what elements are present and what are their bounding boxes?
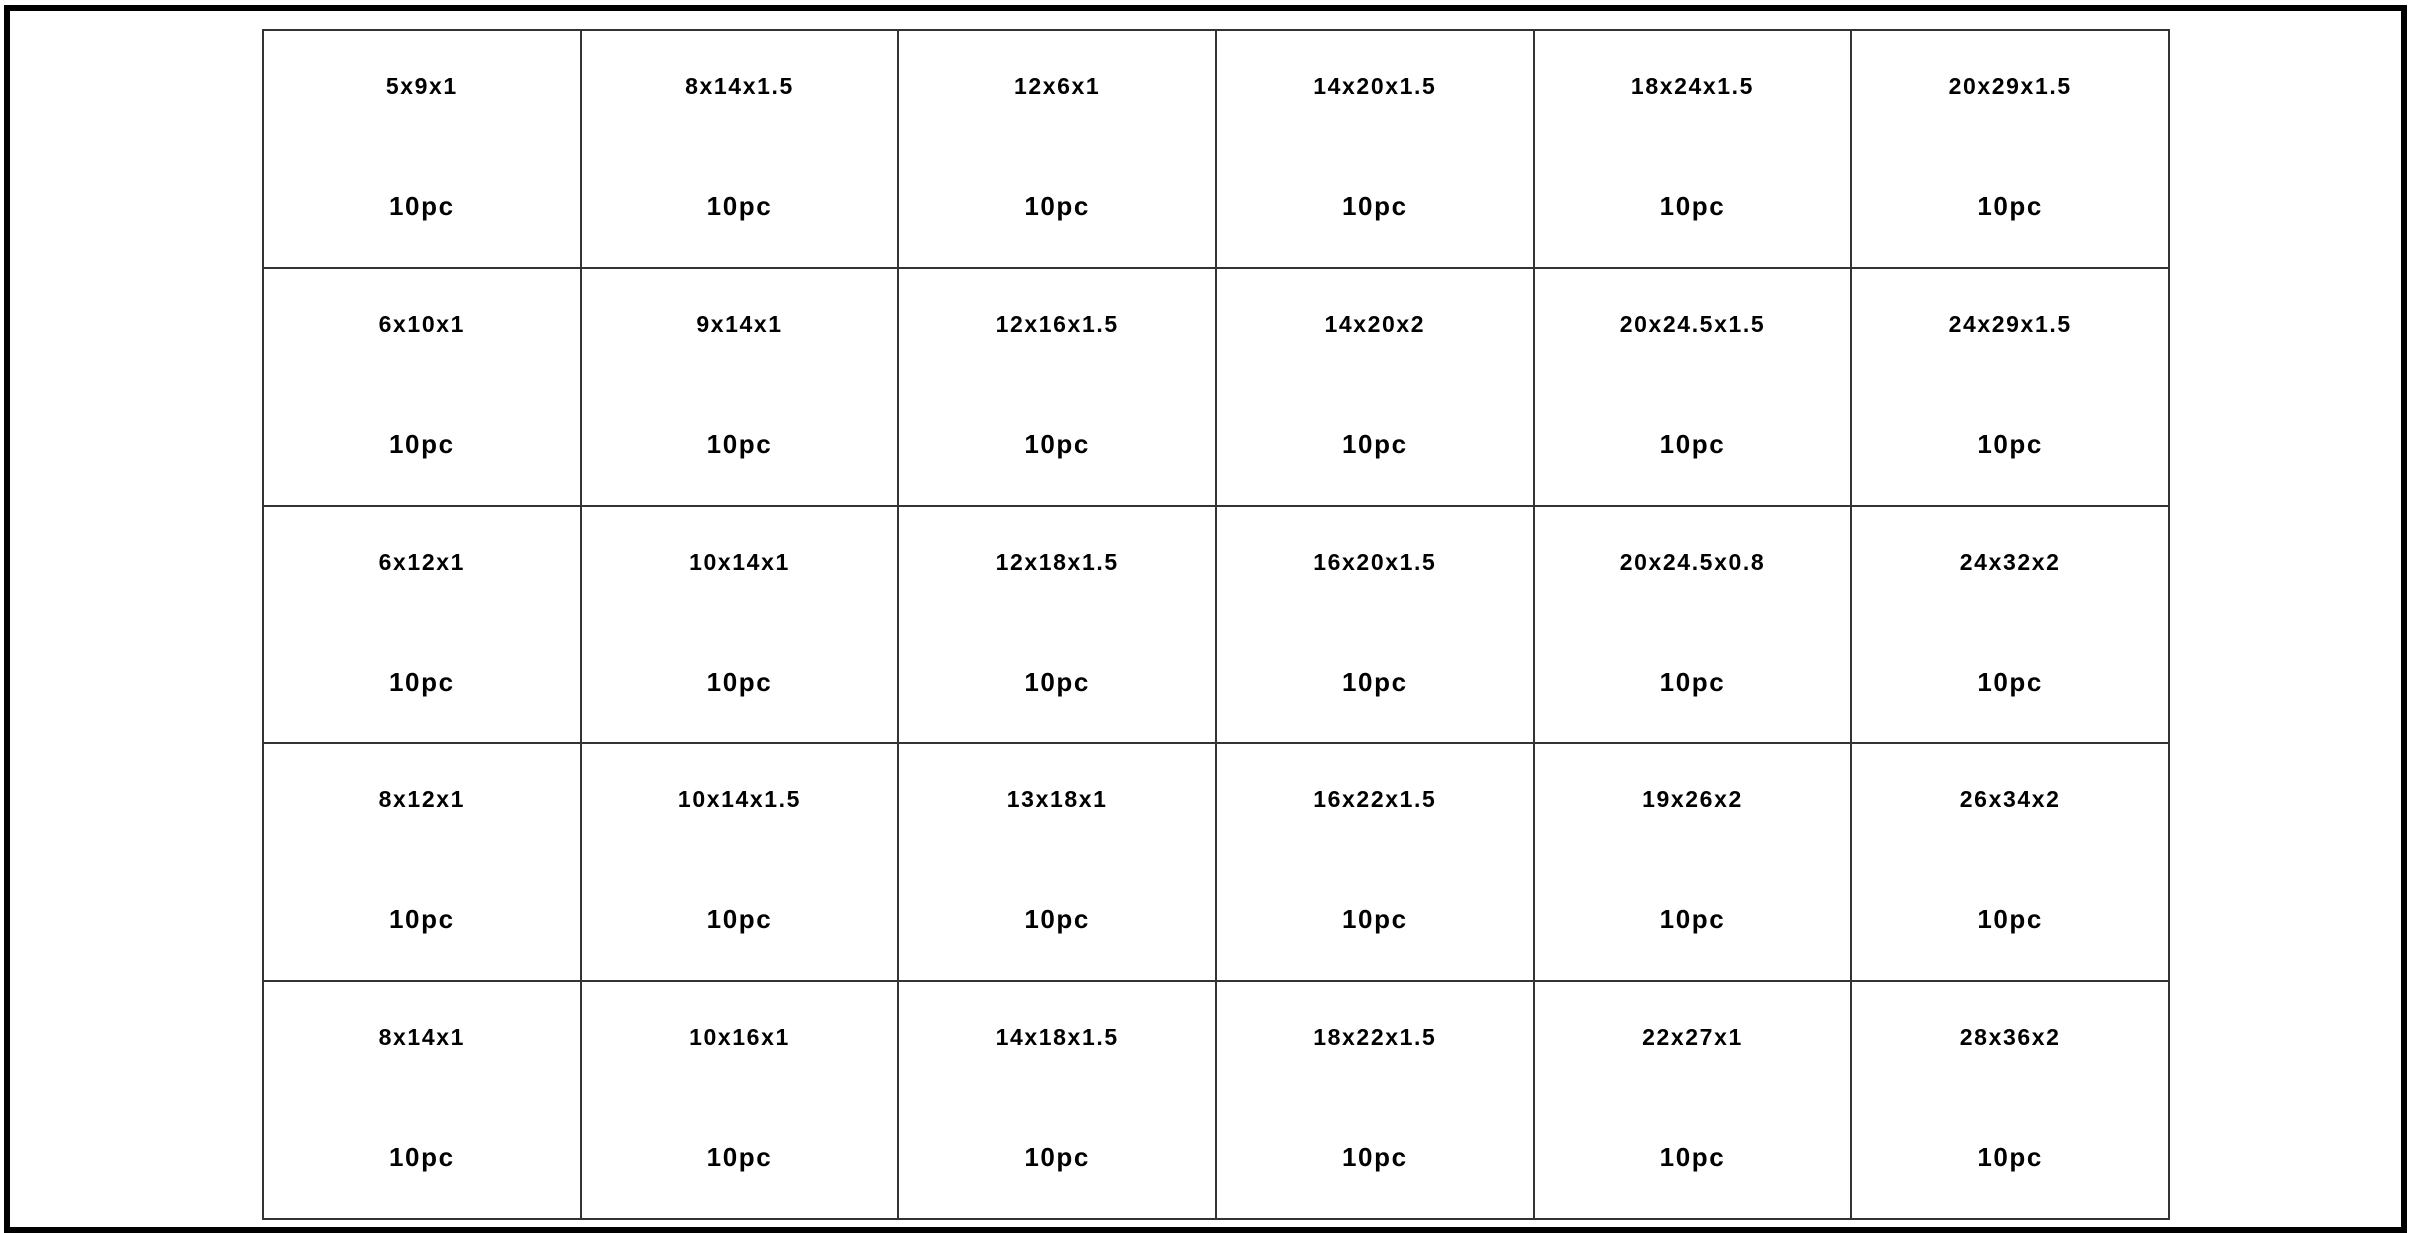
cell-quantity-label: 10pc — [706, 428, 773, 459]
cell-quantity-label: 10pc — [388, 904, 455, 935]
cell-size-label: 19x26x2 — [1642, 786, 1743, 813]
cell-size-label: 14x18x1.5 — [995, 1024, 1119, 1051]
cell-quantity-label: 10pc — [388, 666, 455, 697]
grid-cell — [264, 744, 582, 982]
cell-quantity-label: 10pc — [388, 1142, 455, 1173]
cell-quantity-label: 10pc — [1659, 191, 1726, 221]
cell-size-label: 5x9x1 — [385, 73, 458, 99]
grid-cell — [1852, 31, 2170, 269]
cell-size-label: 12x16x1.5 — [995, 310, 1119, 337]
grid-cell — [1217, 744, 1535, 982]
cell-size-label: 16x20x1.5 — [1313, 548, 1437, 575]
cell-quantity-label: 10pc — [1659, 428, 1726, 459]
cell-size-label: 28x36x2 — [1959, 1024, 2061, 1051]
grid-cell — [1535, 269, 1853, 507]
grid-cell — [582, 269, 900, 507]
cell-quantity-label: 10pc — [388, 191, 455, 221]
grid-cell — [264, 269, 582, 507]
grid-cell — [582, 31, 900, 269]
cell-quantity-label: 10pc — [1024, 904, 1090, 935]
cell-quantity-label: 10pc — [1977, 904, 2043, 935]
grid-cell — [1535, 982, 1853, 1220]
cell-size-label: 6x10x1 — [378, 310, 465, 337]
cell-size-label: 14x20x1.5 — [1313, 73, 1437, 99]
cell-quantity-label: 10pc — [388, 428, 455, 459]
grid-cell — [582, 507, 900, 745]
page-frame — [4, 5, 2407, 1233]
cell-size-label: 14x20x2 — [1324, 310, 1426, 337]
cell-size-label: 9x14x1 — [696, 310, 783, 337]
grid-cell — [264, 507, 582, 745]
grid-cell — [1217, 269, 1535, 507]
grid-cell — [264, 982, 582, 1220]
cell-quantity-label: 10pc — [1024, 191, 1090, 221]
cell-size-label: 12x6x1 — [1013, 73, 1101, 99]
grid-cell — [1535, 744, 1853, 982]
grid-cell — [1852, 744, 2170, 982]
grid-cell — [1535, 31, 1853, 269]
cell-size-label: 26x34x2 — [1959, 786, 2061, 813]
cell-quantity-label: 10pc — [1977, 666, 2043, 697]
cell-quantity-label: 10pc — [1977, 191, 2043, 221]
cell-quantity-label: 10pc — [1024, 428, 1090, 459]
cell-size-label: 24x29x1.5 — [1948, 310, 2072, 337]
cell-quantity-label: 10pc — [1341, 191, 1408, 221]
cell-quantity-label: 10pc — [1659, 666, 1726, 697]
cell-size-label: 20x24.5x1.5 — [1619, 310, 1766, 337]
cell-quantity-label: 10pc — [1977, 428, 2043, 459]
cell-quantity-label: 10pc — [1024, 1142, 1090, 1173]
cell-size-label: 20x24.5x0.8 — [1619, 548, 1766, 575]
cell-quantity-label: 10pc — [1341, 428, 1408, 459]
cell-size-label: 22x27x1 — [1642, 1024, 1743, 1051]
cell-quantity-label: 10pc — [1659, 1142, 1726, 1173]
cell-size-label: 12x18x1.5 — [995, 548, 1119, 575]
cell-quantity-label: 10pc — [1659, 904, 1726, 935]
grid-cell — [582, 982, 900, 1220]
grid-cell — [899, 982, 1217, 1220]
cell-size-label: 10x14x1 — [689, 548, 790, 575]
cell-quantity-label: 10pc — [1024, 666, 1090, 697]
cell-size-label: 13x18x1 — [1006, 786, 1108, 813]
grid-cell — [1217, 507, 1535, 745]
grid-cell — [899, 507, 1217, 745]
cell-quantity-label: 10pc — [706, 666, 773, 697]
grid-cell — [1535, 507, 1853, 745]
grid-cell — [1852, 507, 2170, 745]
grid-cell — [1852, 982, 2170, 1220]
cell-quantity-label: 10pc — [1977, 1142, 2043, 1173]
grid-cell — [264, 31, 582, 269]
cell-quantity-label: 10pc — [1341, 1142, 1408, 1173]
cell-quantity-label: 10pc — [706, 1142, 773, 1173]
grid-cell — [582, 744, 900, 982]
cell-size-label: 16x22x1.5 — [1313, 786, 1437, 813]
cell-size-label: 20x29x1.5 — [1948, 73, 2072, 99]
cell-quantity-label: 10pc — [706, 191, 773, 221]
cell-size-label: 18x24x1.5 — [1630, 73, 1755, 99]
cell-size-label: 6x12x1 — [378, 548, 465, 575]
cell-quantity-label: 10pc — [1341, 904, 1408, 935]
grid-cell — [1852, 269, 2170, 507]
grid-cell — [899, 744, 1217, 982]
cell-size-label: 24x32x2 — [1959, 548, 2061, 575]
cell-size-label: 18x22x1.5 — [1313, 1024, 1437, 1051]
cell-size-label: 10x14x1.5 — [677, 786, 802, 813]
cell-size-label: 8x14x1 — [378, 1024, 465, 1051]
cell-size-label: 10x16x1 — [689, 1024, 790, 1051]
assortment-grid — [262, 29, 2170, 1220]
cell-quantity-label: 10pc — [706, 904, 773, 935]
grid-cell — [899, 31, 1217, 269]
cell-size-label: 8x12x1 — [378, 786, 465, 813]
cell-quantity-label: 10pc — [1341, 666, 1408, 697]
grid-cell — [1217, 982, 1535, 1220]
grid-cell — [1217, 31, 1535, 269]
grid-cell — [899, 269, 1217, 507]
cell-size-label: 8x14x1.5 — [685, 73, 794, 99]
